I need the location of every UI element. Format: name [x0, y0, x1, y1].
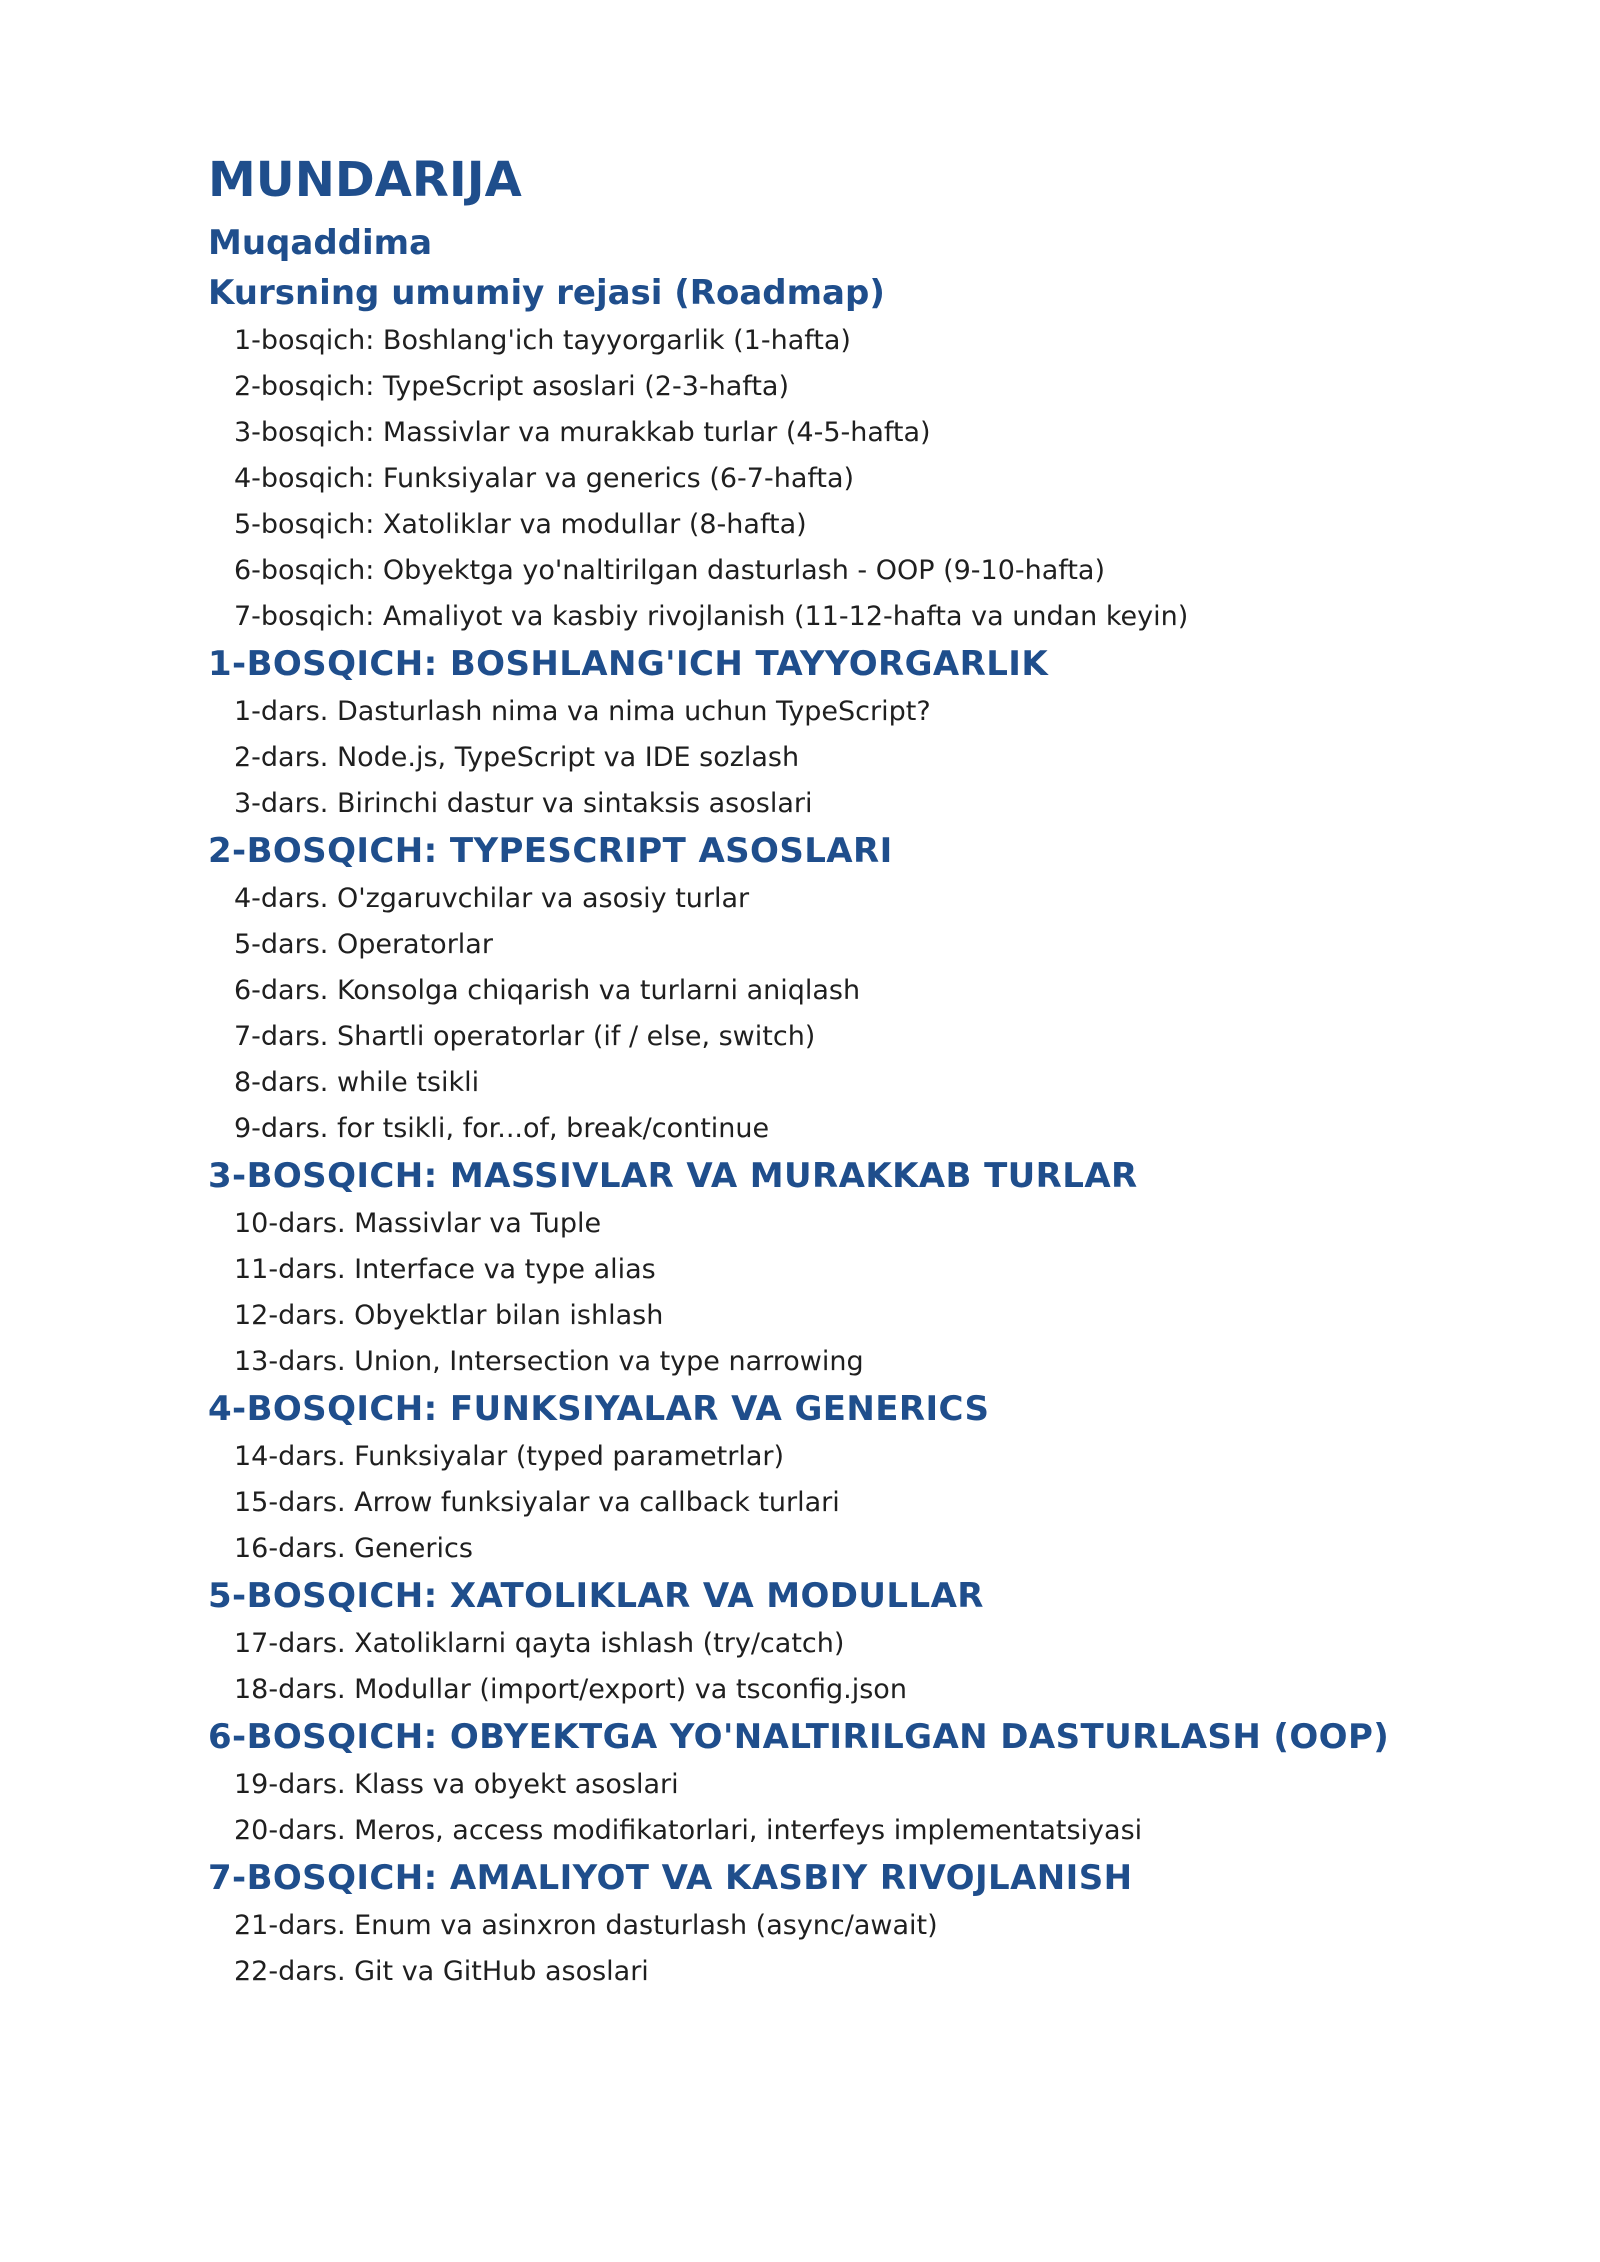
roadmap-item[interactable]: 3-bosqich: Massivlar va murakkab turlar (4-5-hafta) [234, 417, 931, 448]
lesson-item[interactable]: 3-dars. Birinchi dastur va sintaksis asoslari [234, 788, 813, 819]
roadmap-item[interactable]: 2-bosqich: TypeScript asoslari (2-3-hafta) [234, 371, 789, 402]
lesson-item[interactable]: 12-dars. Obyektlar bilan ishlash [234, 1300, 664, 1331]
lesson-item[interactable]: 1-dars. Dasturlash nima va nima uchun TypeScript? [234, 696, 931, 727]
lesson-item[interactable]: 19-dars. Klass va obyekt asoslari [234, 1769, 679, 1800]
lesson-item[interactable]: 22-dars. Git va GitHub asoslari [234, 1956, 649, 1987]
lesson-item[interactable]: 15-dars. Arrow funksiyalar va callback turlari [234, 1487, 840, 1518]
stage-heading-3[interactable]: 3-BOSQICH: MASSIVLAR VA MURAKKAB TURLAR [208, 1156, 1138, 1196]
stage-heading-2[interactable]: 2-BOSQICH: TYPESCRIPT ASOSLARI [208, 831, 893, 871]
lesson-item[interactable]: 16-dars. Generics [234, 1533, 473, 1564]
stage-2-lessons [208, 876, 1438, 1152]
toc-entry-intro[interactable]: Muqaddima [208, 223, 433, 263]
stage-heading-1[interactable]: 1-BOSQICH: BOSHLANG'ICH TAYYORGARLIK [208, 644, 1049, 684]
lesson-item[interactable]: 5-dars. Operatorlar [234, 929, 493, 960]
lesson-item[interactable]: 17-dars. Xatoliklarni qayta ishlash (try/catch) [234, 1628, 845, 1659]
roadmap-item[interactable]: 6-bosqich: Obyektga yo'naltirilgan dasturlash - OOP (9-10-hafta) [234, 555, 1106, 586]
lesson-item[interactable]: 14-dars. Funksiyalar (typed parametrlar) [234, 1441, 785, 1472]
roadmap-item[interactable]: 1-bosqich: Boshlang'ich tayyorgarlik (1-hafta) [234, 325, 851, 356]
lesson-item[interactable]: 8-dars. while tsikli [234, 1067, 480, 1098]
stage-heading-7[interactable]: 7-BOSQICH: AMALIYOT VA KASBIY RIVOJLANISH [208, 1858, 1133, 1898]
toc-entry-roadmap[interactable]: Kursning umumiy rejasi (Roadmap) [208, 273, 885, 313]
page-title: MUNDARIJA [208, 152, 522, 208]
stage-heading-6[interactable]: 6-BOSQICH: OBYEKTGA YO'NALTIRILGAN DASTURLASH (OOP) [208, 1717, 1390, 1757]
lesson-item[interactable]: 6-dars. Konsolga chiqarish va turlarni aniqlash [234, 975, 861, 1006]
stage-1-lessons [208, 689, 1438, 827]
lesson-item[interactable]: 2-dars. Node.js, TypeScript va IDE sozlash [234, 742, 800, 773]
stage-7-lessons [208, 1903, 1438, 1995]
roadmap-list [208, 318, 1438, 640]
lesson-item[interactable]: 18-dars. Modullar (import/export) va tsconfig.json [234, 1674, 907, 1705]
lesson-item[interactable]: 13-dars. Union, Intersection va type narrowing [234, 1346, 864, 1377]
stage-heading-4[interactable]: 4-BOSQICH: FUNKSIYALAR VA GENERICS [208, 1389, 990, 1429]
lesson-item[interactable]: 11-dars. Interface va type alias [234, 1254, 656, 1285]
stage-heading-5[interactable]: 5-BOSQICH: XATOLIKLAR VA MODULLAR [208, 1576, 984, 1616]
lesson-item[interactable]: 20-dars. Meros, access modifikatorlari, interfeys implementatsiyasi [234, 1815, 1143, 1846]
stage-6-lessons [208, 1762, 1438, 1854]
stage-4-lessons [208, 1434, 1438, 1572]
stage-3-lessons [208, 1201, 1438, 1385]
lesson-item[interactable]: 21-dars. Enum va asinxron dasturlash (async/await) [234, 1910, 938, 1941]
lesson-item[interactable]: 7-dars. Shartli operatorlar (if / else, switch) [234, 1021, 816, 1052]
lesson-item[interactable]: 9-dars. for tsikli, for...of, break/continue [234, 1113, 770, 1144]
lesson-item[interactable]: 10-dars. Massivlar va Tuple [234, 1208, 602, 1239]
stage-5-lessons [208, 1621, 1438, 1713]
roadmap-item[interactable]: 7-bosqich: Amaliyot va kasbiy rivojlanish (11-12-hafta va undan keyin) [234, 601, 1189, 632]
table-of-contents [208, 148, 1438, 1995]
roadmap-item[interactable]: 5-bosqich: Xatoliklar va modullar (8-hafta) [234, 509, 807, 540]
roadmap-item[interactable]: 4-bosqich: Funksiyalar va generics (6-7-hafta) [234, 463, 855, 494]
lesson-item[interactable]: 4-dars. O'zgaruvchilar va asosiy turlar [234, 883, 750, 914]
